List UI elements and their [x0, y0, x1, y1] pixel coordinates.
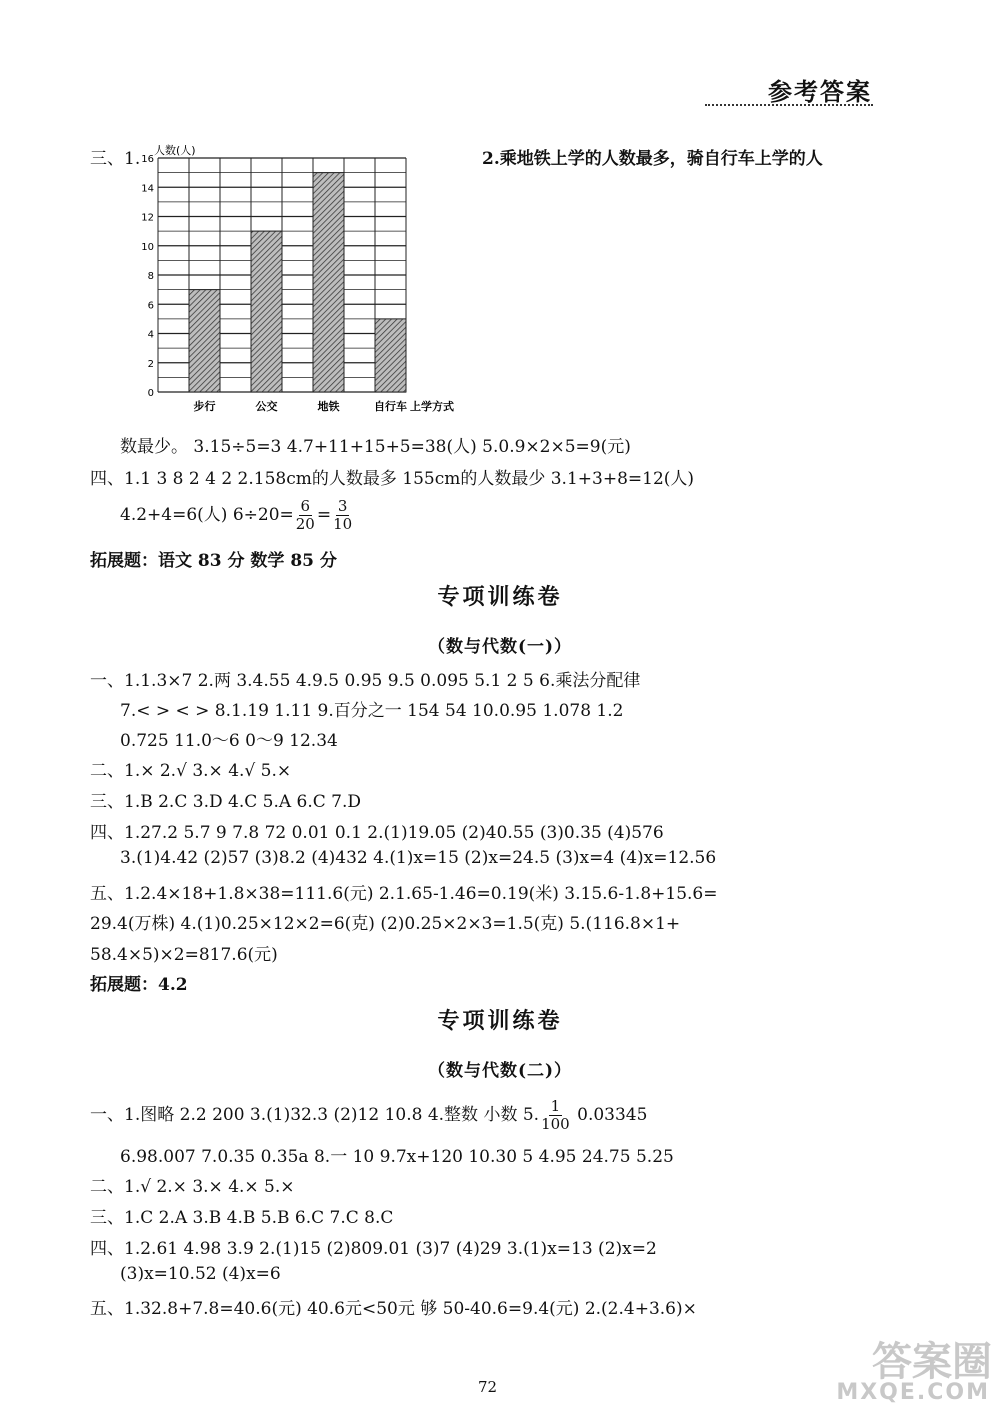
- answer-3-2: 2.乘地铁上学的人数最多，骑自行车上学的人: [482, 149, 823, 169]
- page-header: 参考答案: [768, 78, 872, 106]
- x-tick-label: 自行车: [374, 400, 407, 413]
- answer-line: (3)x=10.52 (4)x=6: [120, 1264, 281, 1284]
- y-tick-label: 4: [147, 329, 154, 341]
- fraction: $\frac{6}{20}$: [295, 497, 315, 533]
- answer-line: 29.4(万株) 4.(1)0.25×12×2=6(克) (2)0.25×2×3=1.5(克) 5.(116.8×1+: [90, 914, 681, 934]
- y-tick-label: 12: [141, 212, 154, 224]
- answer-line: 三、1.B 2.C 3.D 4.C 5.A 6.C 7.D: [90, 792, 362, 812]
- answer-line: 7.< > < > 8.1.19 1.11 9.百分之一 154 54 10.0.95 1.078 1.2: [120, 701, 624, 721]
- y-tick-label: 8: [147, 271, 154, 282]
- x-tick-label: 地铁: [317, 400, 340, 413]
- y-tick-label: 10: [141, 241, 154, 253]
- section-subtitle: （数与代数(一)）: [427, 637, 573, 657]
- answer-line: 二、1.× 2.√ 3.× 4.√ 5.×: [90, 761, 292, 781]
- chart-x-label: 上学方式: [410, 400, 454, 413]
- bar-地铁: [313, 173, 344, 392]
- chart-y-label: 人数(人): [154, 144, 196, 157]
- header-rule: [705, 104, 873, 106]
- y-tick-label: 2: [147, 358, 154, 370]
- answer-line: 四、1.2.61 4.98 3.9 2.(1)15 (2)809.01 (3)7 (4)29 3.(1)x=13 (2)x=2: [90, 1239, 657, 1259]
- answer-line: 58.4×5)×2=817.6(元): [90, 945, 278, 965]
- chart-x-ticks: [194, 399, 408, 413]
- answer-line: 数最少。 3.15÷5=3 4.7+11+15+5=38(人) 5.0.9×2×5=9(元): [120, 437, 631, 457]
- section-title: 专项训练卷: [437, 1009, 563, 1034]
- equals: =: [316, 505, 332, 525]
- fraction: $\frac{3}{10}$: [333, 497, 353, 533]
- watermark-url: MXQE.COM: [836, 1380, 990, 1405]
- section-subtitle: （数与代数(二)）: [427, 1061, 573, 1081]
- answer-line: 3.(1)4.42 (2)57 (3)8.2 (4)432 4.(1)x=15 (2)x=24.5 (3)x=4 (4)x=12.56: [120, 848, 717, 868]
- y-tick-label: 14: [141, 183, 154, 195]
- answer-line: 6.98.007 7.0.35 0.35a 8.一 10 9.7x+120 10.30 5 4.95 24.75 5.25: [120, 1147, 674, 1167]
- bar-chart: [140, 140, 480, 420]
- chart-bars: [189, 173, 406, 392]
- answer-line: 三、1.C 2.A 3.B 4.B 5.B 6.C 7.C 8.C: [90, 1208, 394, 1228]
- bar-自行车: [375, 319, 406, 392]
- answer-line: 五、1.32.8+7.8=40.6(元) 40.6元<50元 够 50-40.6=9.4(元) 2.(2.4+3.6)×: [90, 1299, 697, 1319]
- watermark: 答案圈: [872, 1339, 992, 1385]
- section-3-label: 三、1.: [90, 149, 141, 169]
- answer-line: 0.725 11.0～6 0～9 12.34: [120, 731, 338, 751]
- extension-answer: 拓展题：4.2: [90, 975, 188, 995]
- answer-line-fraction: [120, 498, 354, 533]
- answer-text: 一、1.图略 2.2 200 3.(1)32.3 (2)12 10.8 4.整数 小数 5.: [90, 1105, 540, 1125]
- y-tick-label: 0: [147, 388, 154, 399]
- fraction: $\frac{1}{100}$: [541, 1097, 570, 1133]
- answer-text: 4.2+4=6(人) 6÷20=: [120, 505, 294, 525]
- answer-text: 0.03345: [571, 1105, 648, 1125]
- bar-公交: [251, 231, 282, 392]
- extension-answer: 拓展题：语文 83 分 数学 85 分: [90, 551, 337, 571]
- chart-y-ticks: [141, 154, 154, 399]
- answer-line: 一、1.1.3×7 2.两 3.4.55 4.9.5 0.95 9.5 0.095 5.1 2 5 6.乘法分配律: [90, 671, 641, 691]
- y-tick-label: 16: [141, 154, 154, 165]
- x-tick-label: 步行: [193, 400, 216, 413]
- answer-line-fraction: [90, 1098, 647, 1133]
- answer-line: 四、1.1 3 8 2 4 2 2.158cm的人数最多 155cm的人数最少 3.1+3+8=12(人): [90, 469, 695, 489]
- page-number: 72: [478, 1378, 498, 1396]
- answer-line: 五、1.2.4×18+1.8×38=111.6(元) 2.1.65-1.46=0.19(米) 3.15.6-1.8+15.6=: [90, 884, 718, 904]
- answer-line: 二、1.√ 2.× 3.× 4.× 5.×: [90, 1177, 295, 1197]
- section-title: 专项训练卷: [437, 585, 563, 610]
- answer-line: 四、1.27.2 5.7 9 7.8 72 0.01 0.1 2.(1)19.05 (2)40.55 (3)0.35 (4)576: [90, 823, 664, 843]
- bar-步行: [189, 290, 220, 392]
- y-tick-label: 6: [147, 300, 154, 312]
- x-tick-label: 公交: [255, 400, 278, 413]
